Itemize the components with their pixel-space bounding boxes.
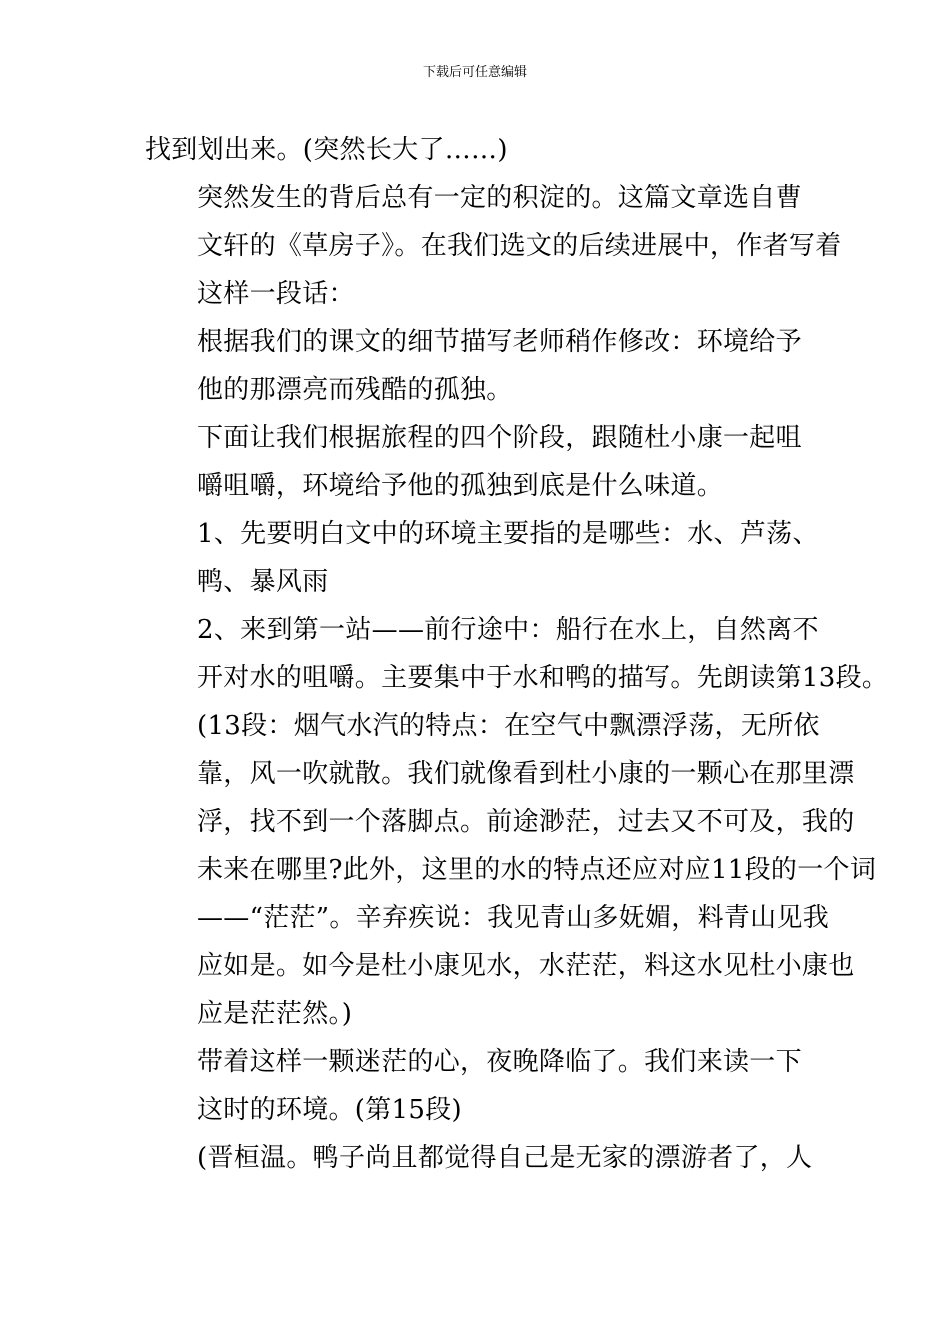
- text-line: 他的那漂亮而残酷的孤独。: [197, 375, 513, 405]
- text-line: 应如是。如今是杜小康见水，水茫茫，料这水见杜小康也: [197, 951, 855, 981]
- text-line: 2、来到第一站——前行途中：船行在水上，自然离不: [197, 615, 819, 645]
- paragraph: [145, 510, 819, 606]
- paragraph: [145, 126, 808, 174]
- text-line: 鸭、暴风雨: [197, 567, 329, 597]
- text-line: 靠，风一吹就散。我们就像看到杜小康的一颗心在那里漂: [197, 759, 855, 789]
- text-line: (晋桓温。鸭子尚且都觉得自己是无家的漂游者了，人: [197, 1143, 813, 1173]
- document-body: [145, 126, 889, 1182]
- paragraph: [145, 318, 808, 414]
- text-line: 嚼咀嚼，环境给予他的孤独到底是什么味道。: [197, 471, 724, 501]
- text-line: 找到划出来。(突然长大了……): [145, 135, 508, 165]
- paragraph: [145, 606, 889, 702]
- text-line: 浮，找不到一个落脚点。前途渺茫，过去又不可及，我的: [197, 807, 855, 837]
- text-line: 文轩的《草房子》。在我们选文的后续进展中，作者写着: [197, 231, 842, 261]
- text-line: 下面让我们根据旅程的四个阶段，跟随杜小康一起咀: [197, 423, 802, 453]
- text-line: ——“茫茫”。辛弃疾说：我见青山多妩媚，料青山见我: [197, 903, 830, 933]
- text-line: 未来在哪里?此外，这里的水的特点还应对应11段的一个词: [197, 855, 877, 885]
- paragraph: [145, 174, 842, 318]
- paragraph: [145, 1134, 813, 1182]
- paragraph: [145, 702, 877, 1038]
- text-line: 这样一段话：: [197, 279, 355, 309]
- text-line: 带着这样一颗迷茫的心，夜晚降临了。我们来读一下: [197, 1047, 802, 1077]
- text-line: 应是茫茫然。): [197, 999, 353, 1029]
- paragraph: [145, 1038, 808, 1134]
- text-line: 突然发生的背后总有一定的积淀的。这篇文章选自曹: [197, 183, 802, 213]
- text-line: 开对水的咀嚼。主要集中于水和鸭的描写。先朗读第13段。: [197, 663, 889, 693]
- text-line: 1、先要明白文中的环境主要指的是哪些：水、芦荡、: [197, 519, 819, 549]
- text-line: (13段：烟气水汽的特点：在空气中飘漂浮荡，无所依: [197, 711, 820, 741]
- paragraph: [145, 414, 808, 510]
- text-line: 这时的环境。(第15段): [197, 1095, 462, 1125]
- page-header: 下载后可任意编辑: [422, 65, 527, 80]
- text-line: 根据我们的课文的细节描写老师稍作修改：环境给予: [197, 327, 802, 357]
